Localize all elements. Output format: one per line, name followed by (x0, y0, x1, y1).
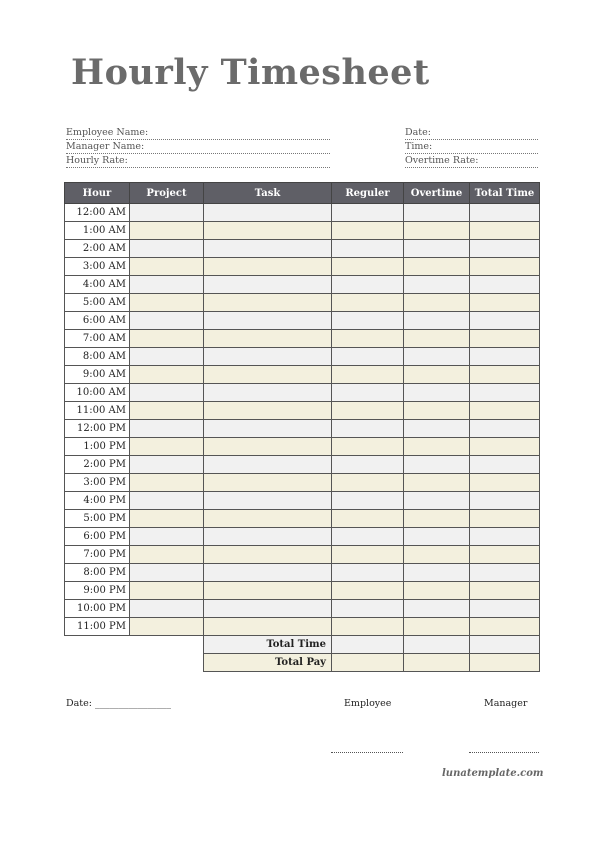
reguler-cell[interactable] (332, 348, 404, 366)
reguler-cell[interactable] (332, 546, 404, 564)
total-time-cell[interactable] (470, 438, 540, 456)
hour-cell: 7:00 AM (65, 330, 130, 348)
table-row (65, 582, 540, 600)
task-cell[interactable] (204, 402, 332, 420)
hour-cell: 4:00 PM (65, 492, 130, 510)
info-left (66, 126, 330, 168)
table-row (65, 294, 540, 312)
hour-cell: 12:00 AM (65, 204, 130, 222)
overtime-rate-field[interactable]: Overtime Rate: (405, 154, 538, 168)
reguler-cell[interactable] (332, 402, 404, 420)
task-cell[interactable] (204, 366, 332, 384)
table-row (65, 618, 540, 636)
hour-cell: 4:00 AM (65, 276, 130, 294)
table-row (65, 222, 540, 240)
total-time-cell[interactable] (470, 492, 540, 510)
total-time-cell[interactable] (470, 330, 540, 348)
table-header (65, 183, 540, 204)
total-pay-label: Total Pay (204, 654, 332, 672)
task-cell[interactable] (204, 600, 332, 618)
reguler-cell[interactable] (332, 258, 404, 276)
project-cell[interactable] (130, 420, 204, 438)
hour-cell: 6:00 AM (65, 312, 130, 330)
task-cell[interactable] (204, 276, 332, 294)
reguler-cell[interactable] (332, 528, 404, 546)
hour-cell: 3:00 PM (65, 474, 130, 492)
project-cell[interactable] (130, 366, 204, 384)
reguler-cell[interactable] (332, 330, 404, 348)
total-time-cell[interactable] (470, 366, 540, 384)
task-cell[interactable] (204, 564, 332, 582)
project-cell[interactable] (130, 348, 204, 366)
table-row (65, 366, 540, 384)
manager-label: Manager (484, 698, 528, 709)
footer-date-blank[interactable]: ________________ (94, 698, 171, 709)
task-cell[interactable] (204, 312, 332, 330)
header-total-time: Total Time (470, 183, 540, 204)
project-cell[interactable] (130, 258, 204, 276)
info-right (405, 126, 538, 168)
overtime-cell[interactable] (404, 294, 470, 312)
reguler-cell[interactable] (332, 294, 404, 312)
total-time-total-cell[interactable] (470, 636, 540, 654)
total-time-cell[interactable] (470, 276, 540, 294)
total-pay-total-cell[interactable] (470, 654, 540, 672)
overtime-cell[interactable] (404, 582, 470, 600)
task-cell[interactable] (204, 384, 332, 402)
project-cell[interactable] (130, 330, 204, 348)
table-row (65, 420, 540, 438)
overtime-cell[interactable] (404, 474, 470, 492)
table-row (65, 276, 540, 294)
hour-cell: 11:00 PM (65, 618, 130, 636)
hour-cell: 8:00 PM (65, 564, 130, 582)
reguler-cell[interactable] (332, 456, 404, 474)
project-cell[interactable] (130, 474, 204, 492)
total-time-cell[interactable] (470, 564, 540, 582)
overtime-cell[interactable] (404, 366, 470, 384)
reguler-cell[interactable] (332, 276, 404, 294)
reguler-cell[interactable] (332, 222, 404, 240)
total-time-cell[interactable] (470, 600, 540, 618)
project-cell[interactable] (130, 528, 204, 546)
header-project: Project (130, 183, 204, 204)
hour-cell: 2:00 PM (65, 456, 130, 474)
brand-watermark: lunatemplate.com (442, 768, 544, 779)
total-time-cell[interactable] (470, 618, 540, 636)
total-time-cell[interactable] (470, 456, 540, 474)
task-cell[interactable] (204, 618, 332, 636)
task-cell[interactable] (204, 492, 332, 510)
reguler-cell[interactable] (332, 384, 404, 402)
header-hour: Hour (65, 183, 130, 204)
project-cell[interactable] (130, 546, 204, 564)
task-cell[interactable] (204, 474, 332, 492)
total-time-cell[interactable] (470, 240, 540, 258)
total-time-cell[interactable] (470, 384, 540, 402)
reguler-cell[interactable] (332, 240, 404, 258)
table-row (65, 258, 540, 276)
date-field[interactable]: Date: (405, 126, 538, 140)
project-cell[interactable] (130, 276, 204, 294)
reguler-cell[interactable] (332, 312, 404, 330)
task-cell[interactable] (204, 420, 332, 438)
total-time-cell[interactable] (470, 294, 540, 312)
table-row (65, 312, 540, 330)
overtime-cell[interactable] (404, 528, 470, 546)
project-cell[interactable] (130, 312, 204, 330)
task-cell[interactable] (204, 456, 332, 474)
total-time-cell[interactable] (470, 420, 540, 438)
table-row (65, 492, 540, 510)
project-cell[interactable] (130, 222, 204, 240)
time-field[interactable]: Time: (405, 140, 538, 154)
employee-name-field[interactable]: Employee Name: (66, 126, 330, 140)
total-pay-overtime-cell[interactable] (404, 654, 470, 672)
overtime-cell[interactable] (404, 276, 470, 294)
task-cell[interactable] (204, 258, 332, 276)
header-task: Task (204, 183, 332, 204)
overtime-cell[interactable] (404, 258, 470, 276)
total-time-cell[interactable] (470, 402, 540, 420)
task-cell[interactable] (204, 438, 332, 456)
task-cell[interactable] (204, 204, 332, 222)
total-time-cell[interactable] (470, 258, 540, 276)
reguler-cell[interactable] (332, 492, 404, 510)
hour-cell: 1:00 AM (65, 222, 130, 240)
task-cell[interactable] (204, 222, 332, 240)
overtime-cell[interactable] (404, 402, 470, 420)
total-time-cell[interactable] (470, 348, 540, 366)
overtime-cell[interactable] (404, 456, 470, 474)
table-row (65, 564, 540, 582)
task-cell[interactable] (204, 510, 332, 528)
total-time-label: Total Time (204, 636, 332, 654)
project-cell[interactable] (130, 600, 204, 618)
hour-cell: 6:00 PM (65, 528, 130, 546)
header-overtime: Overtime (404, 183, 470, 204)
overtime-cell[interactable] (404, 222, 470, 240)
project-cell[interactable] (130, 492, 204, 510)
table-row (65, 402, 540, 420)
hour-cell: 7:00 PM (65, 546, 130, 564)
task-cell[interactable] (204, 546, 332, 564)
task-cell[interactable] (204, 294, 332, 312)
table-row (65, 510, 540, 528)
hourly-rate-field[interactable]: Hourly Rate: (66, 154, 330, 168)
total-time-cell[interactable] (470, 312, 540, 330)
total-time-cell[interactable] (470, 474, 540, 492)
overtime-cell[interactable] (404, 420, 470, 438)
reguler-cell[interactable] (332, 420, 404, 438)
project-cell[interactable] (130, 240, 204, 258)
footer-date-label: Date: (66, 698, 92, 709)
hour-cell: 5:00 AM (65, 294, 130, 312)
table-row (65, 546, 540, 564)
total-time-cell[interactable] (470, 204, 540, 222)
project-cell[interactable] (130, 402, 204, 420)
header-reguler: Reguler (332, 183, 404, 204)
table-row (65, 456, 540, 474)
hour-cell: 3:00 AM (65, 258, 130, 276)
total-time-cell[interactable] (470, 582, 540, 600)
table-row (65, 384, 540, 402)
reguler-cell[interactable] (332, 438, 404, 456)
total-pay-reguler-cell[interactable] (332, 654, 404, 672)
hour-cell: 9:00 AM (65, 366, 130, 384)
hour-cell: 1:00 PM (65, 438, 130, 456)
overtime-cell[interactable] (404, 204, 470, 222)
page-title: Hourly Timesheet (71, 52, 430, 93)
reguler-cell[interactable] (332, 510, 404, 528)
overtime-cell[interactable] (404, 546, 470, 564)
task-cell[interactable] (204, 582, 332, 600)
hour-cell: 11:00 AM (65, 402, 130, 420)
overtime-cell[interactable] (404, 510, 470, 528)
footer-date (66, 698, 171, 709)
table-row (65, 204, 540, 222)
total-time-reguler-cell[interactable] (332, 636, 404, 654)
hour-cell: 8:00 AM (65, 348, 130, 366)
hour-cell: 5:00 PM (65, 510, 130, 528)
hour-cell: 2:00 AM (65, 240, 130, 258)
project-cell[interactable] (130, 384, 204, 402)
total-time-row (65, 636, 540, 654)
table-row (65, 600, 540, 618)
project-cell[interactable] (130, 510, 204, 528)
project-cell[interactable] (130, 456, 204, 474)
manager-signature-line[interactable] (469, 751, 539, 753)
employee-signature-line[interactable] (331, 751, 403, 753)
total-time-cell[interactable] (470, 510, 540, 528)
project-cell[interactable] (130, 204, 204, 222)
table-row (65, 528, 540, 546)
table-row (65, 474, 540, 492)
overtime-cell[interactable] (404, 600, 470, 618)
total-time-overtime-cell[interactable] (404, 636, 470, 654)
overtime-cell[interactable] (404, 240, 470, 258)
hour-cell: 10:00 PM (65, 600, 130, 618)
overtime-cell[interactable] (404, 330, 470, 348)
table-row (65, 330, 540, 348)
reguler-cell[interactable] (332, 582, 404, 600)
overtime-cell[interactable] (404, 312, 470, 330)
hour-cell: 12:00 PM (65, 420, 130, 438)
table-row (65, 348, 540, 366)
timesheet-table (64, 182, 540, 672)
employee-label: Employee (344, 698, 392, 709)
task-cell[interactable] (204, 528, 332, 546)
project-cell[interactable] (130, 618, 204, 636)
overtime-cell[interactable] (404, 492, 470, 510)
reguler-cell[interactable] (332, 618, 404, 636)
reguler-cell[interactable] (332, 474, 404, 492)
project-cell[interactable] (130, 294, 204, 312)
manager-name-field[interactable]: Manager Name: (66, 140, 330, 154)
overtime-cell[interactable] (404, 618, 470, 636)
reguler-cell[interactable] (332, 564, 404, 582)
hour-cell: 10:00 AM (65, 384, 130, 402)
overtime-cell[interactable] (404, 384, 470, 402)
task-cell[interactable] (204, 330, 332, 348)
total-pay-row (65, 654, 540, 672)
project-cell[interactable] (130, 582, 204, 600)
overtime-cell[interactable] (404, 348, 470, 366)
table-row (65, 240, 540, 258)
total-time-cell[interactable] (470, 528, 540, 546)
overtime-cell[interactable] (404, 438, 470, 456)
reguler-cell[interactable] (332, 366, 404, 384)
table-row (65, 438, 540, 456)
total-time-cell[interactable] (470, 222, 540, 240)
overtime-cell[interactable] (404, 564, 470, 582)
project-cell[interactable] (130, 438, 204, 456)
hour-cell: 9:00 PM (65, 582, 130, 600)
task-cell[interactable] (204, 348, 332, 366)
task-cell[interactable] (204, 240, 332, 258)
project-cell[interactable] (130, 564, 204, 582)
reguler-cell[interactable] (332, 600, 404, 618)
total-time-cell[interactable] (470, 546, 540, 564)
reguler-cell[interactable] (332, 204, 404, 222)
